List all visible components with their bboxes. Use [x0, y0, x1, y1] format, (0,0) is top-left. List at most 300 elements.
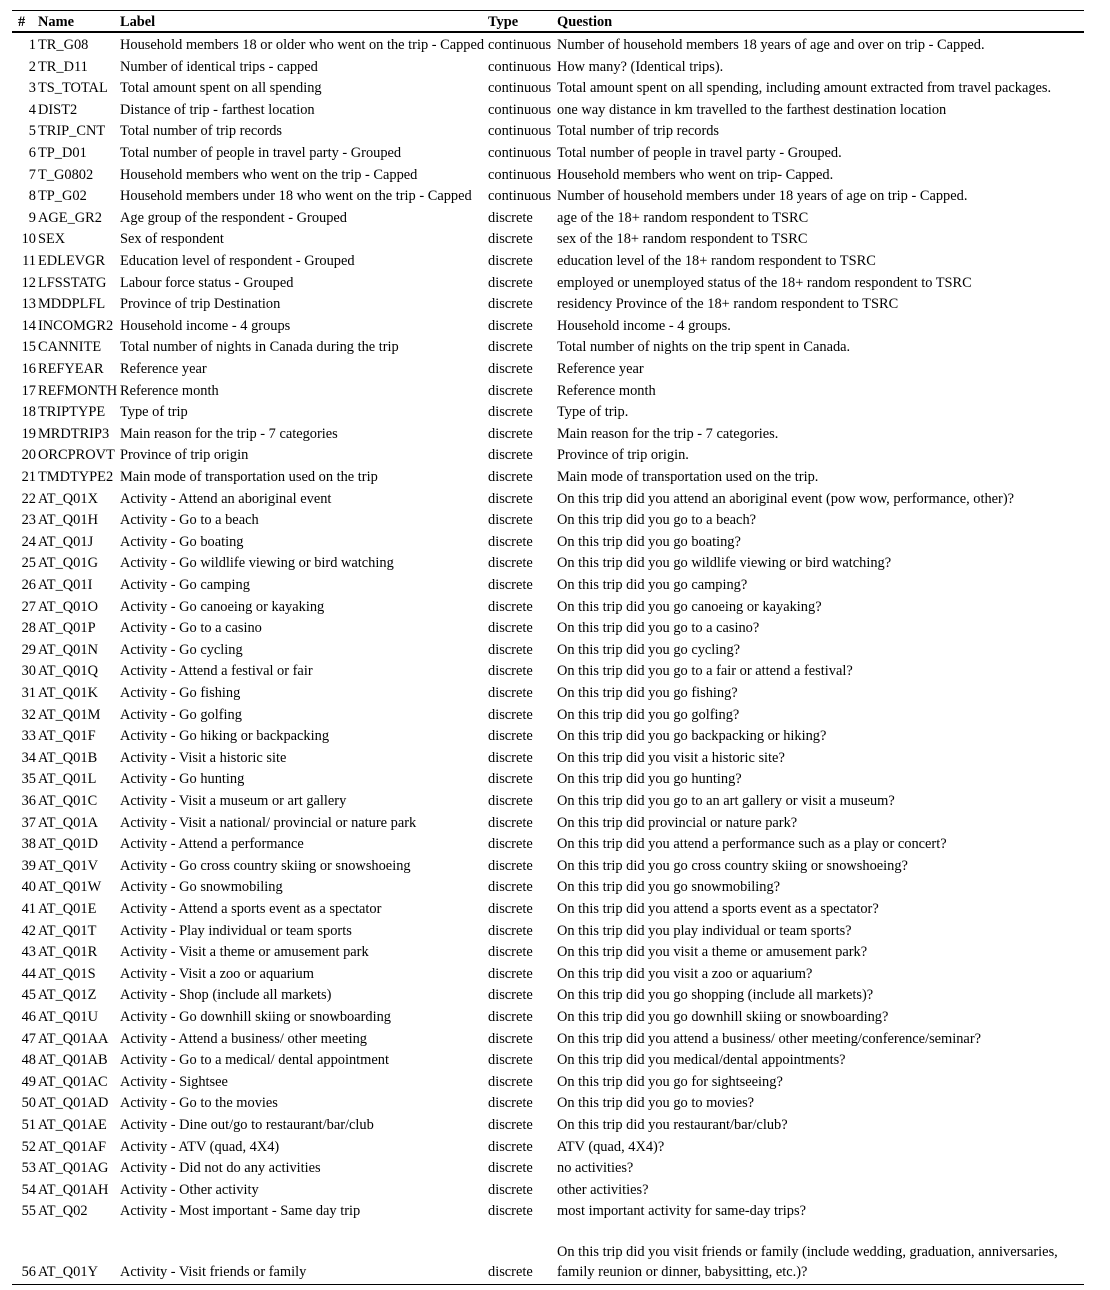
row-number: 55: [21, 1203, 36, 1220]
variable-name: T_G0802: [38, 166, 94, 183]
variable-question: On this trip did you go fishing?: [557, 685, 738, 701]
variable-question: sex of the 18+ random respondent to TSRC: [557, 231, 808, 248]
row-number: 17: [21, 382, 36, 399]
row-number: 15: [21, 339, 36, 356]
variable-label: Activity - Attend a performance: [120, 836, 304, 853]
variable-name: AT_Q01W: [38, 879, 102, 896]
variable-name: AT_Q01S: [38, 965, 96, 982]
variable-type: discrete: [488, 728, 533, 745]
variable-question: no activities?: [557, 1160, 634, 1177]
variable-question: Total amount spent on all spending, including amount extracted from travel packages.: [557, 80, 1052, 97]
row-number: 43: [21, 944, 36, 961]
row-number: 34: [21, 749, 36, 766]
table-row: [0, 1137, 1110, 1159]
variable-label: Type of trip: [120, 404, 188, 421]
variable-name: AGE_GR2: [38, 209, 102, 226]
variable-question: Household income - 4 groups.: [557, 317, 731, 334]
variable-label: Activity - Visit a zoo or aquarium: [120, 965, 314, 982]
row-number: 35: [21, 771, 36, 788]
variable-type: discrete: [488, 598, 533, 615]
variable-label: Activity - Go cycling: [120, 641, 243, 658]
variable-name: AT_Q01D: [38, 836, 98, 853]
variable-name: AT_Q01P: [38, 620, 96, 637]
row-number: 46: [21, 1009, 36, 1025]
header-num: #: [18, 14, 26, 30]
variable-label: Household members who went on the trip - Capped: [120, 166, 418, 183]
table-row: [0, 57, 1110, 79]
variable-name: AT_Q01AG: [38, 1160, 109, 1177]
variable-question: most important activity for same-day trips?: [557, 1203, 806, 1220]
variable-type: discrete: [488, 1030, 533, 1047]
row-number: 26: [21, 577, 36, 593]
row-number: 18: [21, 404, 36, 421]
row-number: 4: [28, 101, 36, 118]
variable-label: Province of trip Destination: [120, 296, 281, 313]
variable-question: On this trip did you visit a theme or amusement park?: [557, 944, 868, 961]
variable-question: On this trip did you go boating?: [557, 533, 741, 550]
table-row: [0, 381, 1110, 403]
variable-name: AT_Q01AE: [38, 1117, 107, 1133]
variable-name: AT_Q01T: [38, 922, 97, 939]
variable-name: MDDPLFL: [38, 296, 106, 313]
variable-type: discrete: [488, 793, 533, 809]
variable-question: On this trip did you medical/dental appointments?: [557, 1052, 846, 1069]
row-number: 45: [21, 987, 36, 1004]
variable-type: discrete: [488, 1138, 533, 1155]
variable-name: SEX: [38, 231, 66, 248]
variable-type: discrete: [488, 533, 533, 550]
variable-label: Activity - Go hunting: [120, 771, 245, 788]
variable-label: Household members 18 or older who went on the trip - Capped: [120, 37, 485, 53]
table-row: [0, 769, 1110, 791]
row-number: 37: [21, 814, 36, 831]
variable-type: discrete: [488, 209, 533, 226]
variable-label: Activity - Did not do any activities: [120, 1160, 321, 1177]
row-number: 53: [21, 1160, 36, 1177]
variable-name: TR_G08: [38, 37, 89, 53]
variable-name: AT_Q01Z: [38, 987, 97, 1004]
row-number: 38: [21, 836, 36, 853]
row-number: 48: [21, 1052, 36, 1069]
variable-label: Sex of respondent: [120, 231, 224, 248]
header-label: Label: [120, 14, 156, 30]
variable-type: continuous: [488, 101, 552, 118]
variable-type: discrete: [488, 1095, 533, 1112]
table-row: [0, 1050, 1110, 1072]
table-row: [0, 1029, 1110, 1051]
table-row: [0, 143, 1110, 165]
variable-name: AT_Q01AB: [38, 1052, 108, 1069]
variable-type: discrete: [488, 922, 533, 939]
variable-label: Reference year: [120, 361, 207, 377]
row-number: 7: [28, 166, 36, 183]
variable-type: discrete: [488, 469, 533, 485]
variable-question: Reference year: [557, 361, 644, 377]
table-row: [0, 1201, 1110, 1223]
row-number: 20: [21, 447, 36, 464]
top-rule: [12, 10, 1084, 11]
variable-question: On this trip did you go cross country skiing or snowshoeing?: [557, 857, 908, 874]
header-name: Name: [38, 14, 74, 30]
table-row: [0, 683, 1110, 705]
table-row: [0, 1007, 1110, 1029]
variable-label: Activity - Most important - Same day trip: [120, 1203, 361, 1220]
table-row: [0, 165, 1110, 187]
variable-type: discrete: [488, 663, 533, 680]
variable-type: continuous: [488, 188, 552, 205]
variable-type: discrete: [488, 231, 533, 248]
variable-question: On this trip did you go cycling?: [557, 641, 741, 658]
row-number: 30: [21, 663, 36, 680]
variable-name: LFSSTATG: [38, 274, 107, 291]
table-row: [0, 640, 1110, 662]
table-row: [0, 273, 1110, 295]
variable-label: Number of identical trips - capped: [120, 58, 318, 75]
variable-question: On this trip did you attend a business/ other meeting/conference/seminar?: [557, 1030, 982, 1047]
variable-name: AT_Q01AF: [38, 1138, 106, 1155]
variable-label: Activity - Go boating: [120, 533, 244, 550]
variable-type: discrete: [488, 987, 533, 1004]
variable-question: age of the 18+ random respondent to TSRC: [557, 209, 809, 226]
variable-name: MRDTRIP3: [38, 425, 110, 442]
table-row: [0, 532, 1110, 554]
row-number: 6: [28, 145, 36, 161]
table-row: [0, 445, 1110, 467]
table-row: [0, 510, 1110, 532]
variable-type: discrete: [488, 317, 533, 334]
variable-label: Distance of trip - farthest location: [120, 101, 315, 118]
table-row: [0, 942, 1110, 964]
variable-name: TRIPTYPE: [38, 404, 106, 421]
variable-label: Activity - Attend a festival or fair: [120, 663, 313, 680]
table-row: [0, 985, 1110, 1007]
table-row: [0, 813, 1110, 835]
variable-label: Activity - Go camping: [120, 577, 250, 593]
variable-question: Reference month: [557, 382, 656, 399]
variable-question: Number of household members under 18 years of age on trip - Capped.: [557, 188, 968, 205]
variable-label: Activity - Go wildlife viewing or bird watching: [120, 555, 394, 572]
variable-type: discrete: [488, 1203, 533, 1220]
variable-name: INCOMGR2: [38, 317, 114, 334]
variable-name: AT_Q01I: [38, 577, 93, 593]
variable-type: discrete: [488, 512, 533, 529]
table-row: [0, 316, 1110, 338]
variable-type: discrete: [488, 620, 533, 637]
variable-name: AT_Q01J: [38, 533, 94, 550]
variable-type: discrete: [488, 490, 533, 507]
row-number: 32: [21, 706, 36, 723]
table-row: [0, 402, 1110, 424]
variable-name: AT_Q01E: [38, 901, 97, 917]
variable-type: discrete: [488, 1073, 533, 1090]
variable-question: Main reason for the trip - 7 categories.: [557, 425, 779, 442]
row-number: 3: [28, 80, 36, 97]
variable-type: continuous: [488, 80, 552, 97]
variable-type: continuous: [488, 37, 552, 53]
table-row: [0, 575, 1110, 597]
row-number: 12: [21, 274, 36, 291]
variable-name: CANNITE: [38, 339, 102, 356]
variable-name: AT_Q01H: [38, 512, 98, 529]
table-row: [0, 294, 1110, 316]
variable-question: On this trip did you go shopping (include all markets)?: [557, 987, 874, 1004]
variable-name: REFMONTH: [38, 382, 118, 399]
row-number: 50: [21, 1095, 36, 1112]
variable-question: Total number of nights on the trip spent in Canada.: [557, 339, 851, 356]
variable-label: Activity - Visit a museum or art gallery: [120, 793, 347, 809]
variable-label: Main reason for the trip - 7 categories: [120, 425, 338, 442]
variable-type: discrete: [488, 253, 533, 269]
variable-label: Activity - Attend an aboriginal event: [120, 490, 332, 507]
variable-type: discrete: [488, 857, 533, 874]
table-row: [0, 748, 1110, 770]
row-number: 56: [21, 1264, 36, 1280]
variable-name: AT_Q01U: [38, 1009, 98, 1025]
row-number: 41: [21, 901, 36, 917]
variable-label: Activity - Attend a sports event as a spectator: [120, 901, 382, 917]
variable-question: Main mode of transportation used on the trip.: [557, 469, 819, 485]
table-row: [0, 618, 1110, 640]
variable-name: AT_Q01A: [38, 814, 98, 831]
variable-label: Activity - Go to a medical/ dental appointment: [120, 1052, 389, 1069]
variable-question: Household members who went on trip- Capped.: [557, 166, 834, 183]
variable-type: discrete: [488, 382, 533, 399]
variable-label: Activity - Go golfing: [120, 706, 242, 723]
row-number: 21: [21, 469, 36, 485]
variable-type: discrete: [488, 274, 533, 291]
variable-question: On this trip did you go wildlife viewing or bird watching?: [557, 555, 892, 572]
variable-label: Activity - Go downhill skiing or snowboarding: [120, 1009, 392, 1025]
table-row: [0, 489, 1110, 511]
variable-type: discrete: [488, 1117, 533, 1133]
variable-name: AT_Q01X: [38, 490, 98, 507]
variable-question: On this trip did you go to a beach?: [557, 512, 757, 529]
variable-name: AT_Q01K: [38, 685, 98, 701]
variable-type: discrete: [488, 749, 533, 766]
row-number: 33: [21, 728, 36, 745]
variable-question: one way distance in km travelled to the farthest destination location: [557, 101, 947, 118]
variable-type: discrete: [488, 404, 533, 421]
variable-label: Activity - Go hiking or backpacking: [120, 728, 330, 745]
table-row: [0, 597, 1110, 619]
variable-name: AT_Q01L: [38, 771, 97, 788]
row-number: 44: [21, 965, 36, 982]
variable-type: discrete: [488, 1264, 533, 1280]
variable-type: discrete: [488, 1009, 533, 1025]
variable-label: Activity - ATV (quad, 4X4): [120, 1138, 280, 1155]
variable-label: Household income - 4 groups: [120, 317, 291, 334]
table-row: [0, 1072, 1110, 1094]
row-number: 8: [28, 188, 36, 205]
row-number: 29: [21, 641, 36, 658]
table-row: [0, 964, 1110, 986]
variable-name: TMDTYPE2: [38, 469, 114, 485]
table-row: [0, 78, 1110, 100]
variable-question: Total number of trip records: [557, 123, 720, 140]
variable-question: On this trip did you attend a performance such as a play or concert?: [557, 836, 947, 853]
row-number: 22: [21, 490, 36, 507]
variable-name: TS_TOTAL: [38, 80, 108, 97]
variable-name: TP_D01: [38, 145, 87, 161]
table-row: [0, 856, 1110, 878]
row-number: 31: [21, 685, 36, 701]
variable-name: AT_Q01F: [38, 728, 96, 745]
variable-question: On this trip did you go to a casino?: [557, 620, 760, 637]
variable-label: Activity - Visit a historic site: [120, 749, 287, 766]
variable-label: Activity - Visit a national/ provincial or nature park: [120, 814, 417, 831]
row-number: 25: [21, 555, 36, 572]
table-row: [0, 1093, 1110, 1115]
table-row: [0, 726, 1110, 748]
variable-type: continuous: [488, 166, 552, 183]
table-row: [0, 251, 1110, 273]
row-number: 54: [21, 1181, 36, 1198]
variable-question: education level of the 18+ random respondent to TSRC: [557, 253, 876, 269]
variable-question: On this trip did you go snowmobiling?: [557, 879, 781, 896]
variable-question: On this trip did you go hunting?: [557, 771, 742, 788]
variable-type: discrete: [488, 577, 533, 593]
variable-question: On this trip did you visit a zoo or aquarium?: [557, 965, 813, 982]
variable-type: discrete: [488, 425, 533, 442]
variable-label: Activity - Other activity: [120, 1181, 259, 1198]
variable-type: continuous: [488, 123, 552, 140]
variable-question: employed or unemployed status of the 18+ random respondent to TSRC: [557, 274, 972, 291]
variable-label: Activity - Go canoeing or kayaking: [120, 598, 325, 615]
variable-name: REFYEAR: [38, 361, 104, 377]
variable-label: Activity - Go to a beach: [120, 512, 259, 529]
table-row: [0, 877, 1110, 899]
row-number: 2: [28, 58, 36, 75]
variable-name: AT_Q01Y: [38, 1264, 98, 1280]
variable-type: discrete: [488, 965, 533, 982]
variable-label: Activity - Go to a casino: [120, 620, 262, 637]
table-row: [0, 1242, 1110, 1282]
variable-label: Activity - Visit a theme or amusement park: [120, 944, 369, 961]
variable-question: On this trip did you play individual or team sports?: [557, 922, 852, 939]
variable-label: Activity - Go snowmobiling: [120, 879, 283, 896]
variable-name: AT_Q01N: [38, 641, 98, 658]
header-type: Type: [488, 14, 519, 30]
table-row: [0, 337, 1110, 359]
variable-question: On this trip did you go camping?: [557, 577, 748, 593]
variable-question: On this trip did you go canoeing or kayaking?: [557, 598, 822, 615]
variable-label: Activity - Attend a business/ other meeting: [120, 1030, 367, 1047]
variable-type: discrete: [488, 555, 533, 572]
row-number: 49: [21, 1073, 36, 1090]
table-row: [0, 791, 1110, 813]
variable-label: Activity - Shop (include all markets): [120, 987, 332, 1004]
variable-label: Total number of people in travel party - Grouped: [120, 145, 402, 161]
table-row: [0, 899, 1110, 921]
variable-label: Activity - Go cross country skiing or snowshoeing: [120, 857, 411, 874]
table-row: [0, 553, 1110, 575]
variable-name: TP_G02: [38, 188, 87, 205]
variable-type: discrete: [488, 296, 533, 313]
table-row: [0, 467, 1110, 489]
variable-label: Activity - Play individual or team sports: [120, 922, 352, 939]
variable-label: Total amount spent on all spending: [120, 80, 322, 97]
variable-label: Activity - Go to the movies: [120, 1095, 278, 1112]
variable-question: Total number of people in travel party - Grouped.: [557, 145, 842, 161]
variable-label: Labour force status - Grouped: [120, 274, 294, 291]
variable-type: discrete: [488, 1052, 533, 1069]
variable-name: AT_Q01C: [38, 793, 98, 809]
variable-question: On this trip did you go golfing?: [557, 706, 740, 723]
table-row: [0, 121, 1110, 143]
table-row: [0, 1158, 1110, 1180]
variable-label: Age group of the respondent - Grouped: [120, 209, 347, 226]
variable-question: Type of trip.: [557, 404, 629, 421]
variable-label: Reference month: [120, 382, 219, 399]
variable-type: discrete: [488, 836, 533, 853]
row-number: 42: [21, 922, 36, 939]
variable-name: AT_Q01R: [38, 944, 98, 961]
variable-type: discrete: [488, 339, 533, 356]
variable-label: Total number of nights in Canada during the trip: [120, 339, 399, 356]
variable-question: other activities?: [557, 1181, 649, 1198]
row-number: 27: [21, 598, 36, 615]
variable-type: continuous: [488, 58, 552, 75]
row-number: 13: [21, 296, 36, 313]
variable-name: AT_Q01B: [38, 749, 98, 766]
variable-question: On this trip did you restaurant/bar/club?: [557, 1117, 788, 1133]
variable-name: TR_D11: [38, 58, 88, 75]
variable-name: AT_Q02: [38, 1203, 88, 1220]
variable-question: ATV (quad, 4X4)?: [557, 1138, 665, 1155]
variable-question: On this trip did you go to an art gallery or visit a museum?: [557, 793, 895, 809]
variable-question: On this trip did you go for sightseeing?: [557, 1073, 783, 1090]
variable-label: Province of trip origin: [120, 447, 249, 464]
variable-label: Household members under 18 who went on the trip - Capped: [120, 188, 472, 205]
row-number: 23: [21, 512, 36, 529]
row-number: 1: [28, 37, 36, 53]
row-number: 52: [21, 1138, 36, 1155]
row-number: 28: [21, 620, 36, 637]
row-number: 10: [21, 231, 36, 248]
row-number: 19: [21, 425, 36, 442]
variable-question: On this trip did you go backpacking or hiking?: [557, 728, 827, 745]
row-number: 40: [21, 879, 36, 896]
variable-label: Activity - Sightsee: [120, 1073, 228, 1090]
variable-label: Education level of respondent - Grouped: [120, 253, 355, 269]
variable-label: Activity - Go fishing: [120, 685, 241, 701]
variable-label: Activity - Dine out/go to restaurant/bar/club: [120, 1117, 374, 1133]
variable-question: On this trip did provincial or nature park?: [557, 814, 798, 831]
variable-type: discrete: [488, 901, 533, 917]
table-row: [0, 1115, 1110, 1137]
variable-label: Main mode of transportation used on the trip: [120, 469, 378, 485]
variable-type: discrete: [488, 685, 533, 701]
variable-type: discrete: [488, 1181, 533, 1198]
variable-question: On this trip did you go to a fair or attend a festival?: [557, 663, 853, 680]
variable-type: discrete: [488, 879, 533, 896]
table-row: [0, 424, 1110, 446]
variable-name: EDLEVGR: [38, 253, 106, 269]
bottom-rule: [12, 1284, 1084, 1285]
variable-name: AT_Q01AC: [38, 1073, 108, 1090]
variable-label: Activity - Visit friends or family: [120, 1264, 307, 1280]
row-number: 51: [21, 1117, 36, 1133]
row-number: 39: [21, 857, 36, 874]
variable-name: AT_Q01AD: [38, 1095, 109, 1112]
table-row: [0, 208, 1110, 230]
header-rule: [12, 31, 1084, 33]
table-row: [0, 186, 1110, 208]
variable-type: discrete: [488, 944, 533, 961]
table-row: [0, 1180, 1110, 1202]
header-question: Question: [557, 14, 613, 30]
variable-question: How many? (Identical trips).: [557, 58, 724, 75]
